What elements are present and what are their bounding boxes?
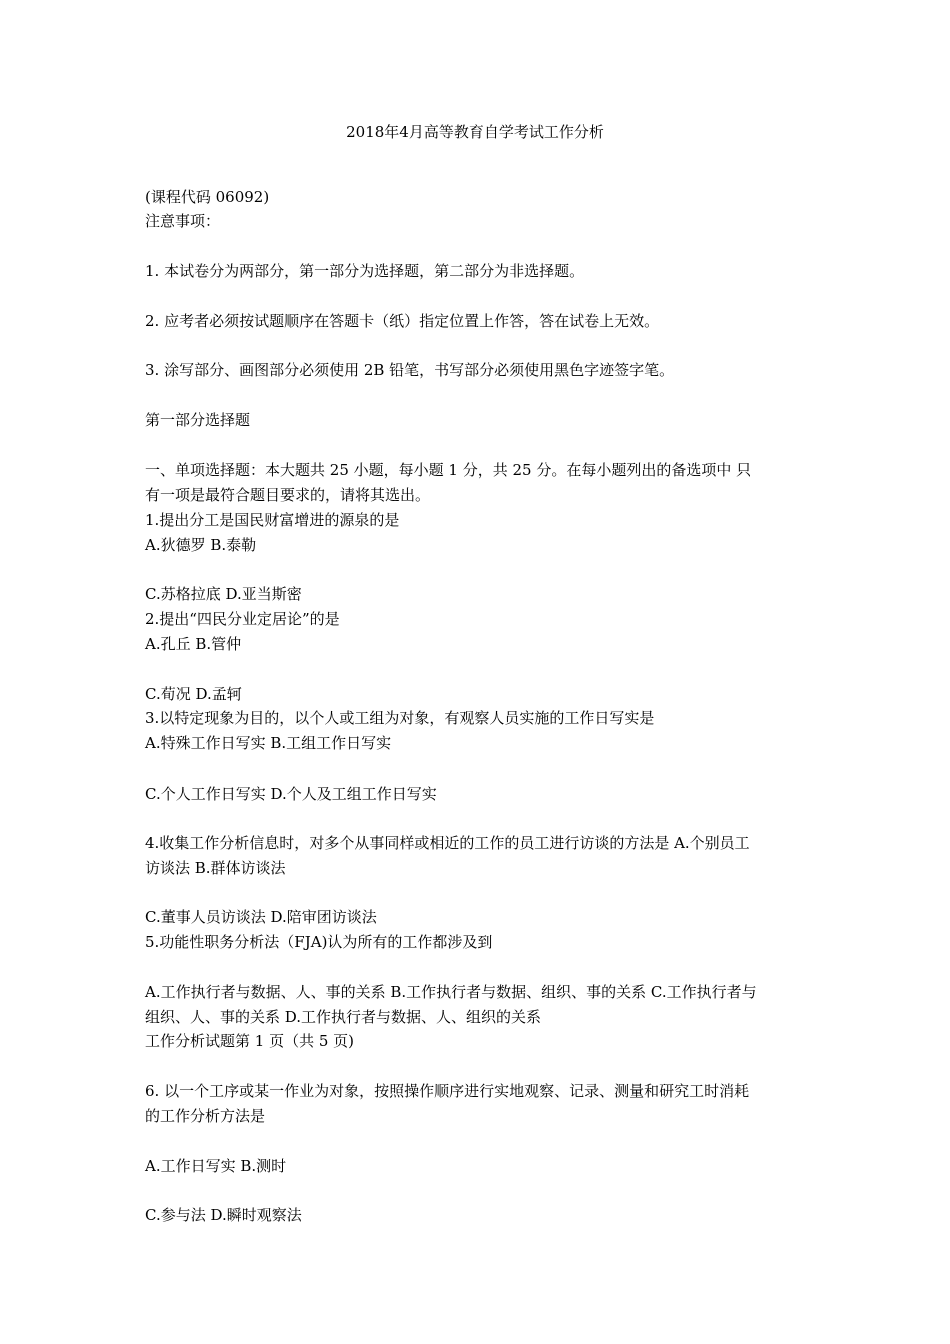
question-2-options-cd: C.荀况 D.孟轲 — [145, 685, 242, 703]
notice-item-2: 2. 应考者必须按试题顺序在答题卡（纸）指定位置上作答，答在试卷上无效。 — [145, 312, 660, 330]
notice-item-3: 3. 涂写部分、画图部分必须使用 2B 铅笔，书写部分必须使用黑色字迹签字笔。 — [145, 361, 675, 379]
question-5: 5.功能性职务分析法（FJA)认为所有的工作都涉及到 — [145, 933, 493, 951]
question-6-options-ab: A.工作日写实 B.测时 — [145, 1157, 287, 1175]
question-5-options-cont: 组织、人、事的关系 D.工作执行者与数据、人、组织的关系 — [145, 1008, 542, 1026]
course-code: (课程代码 06092) — [145, 188, 270, 206]
notice-item-1: 1. 本试卷分为两部分，第一部分为选择题，第二部分为非选择题。 — [145, 262, 585, 280]
question-1: 1.提出分工是国民财富增进的源泉的是 — [145, 511, 400, 529]
question-1-options-ab: A.狄德罗 B.泰勒 — [145, 536, 257, 554]
question-3-options-ab: A.特殊工作日写实 B.工组工作日写实 — [145, 734, 392, 752]
question-6-options-cd: C.参与法 D.瞬时观察法 — [145, 1206, 302, 1224]
section-instructions: 一、单项选择题：本大题共 25 小题，每小题 1 分，共 25 分。在每小题列出的备选项中 只 — [145, 461, 752, 479]
question-6-cont: 的工作分析方法是 — [145, 1107, 266, 1125]
page-title: 2018年4月高等教育自学考试工作分析 — [346, 123, 604, 141]
question-2: 2.提出“四民分业定居论”的是 — [145, 610, 340, 628]
question-4: 4.收集工作分析信息时，对多个从事同样或相近的工作的员工进行访谈的方法是 A.个别员工 — [145, 834, 750, 852]
question-4-options-cd: C.董事人员访谈法 D.陪审团访谈法 — [145, 908, 377, 926]
question-5-options: A.工作执行者与数据、人、事的关系 B.工作执行者与数据、组织、事的关系 C.工作执行者与 — [145, 983, 757, 1001]
question-6: 6. 以一个工序或某一作业为对象，按照操作顺序进行实地观察、记录、测量和研究工时消耗 — [145, 1082, 750, 1100]
question-3-options-cd: C.个人工作日写实 D.个人及工组工作日写实 — [145, 785, 437, 803]
notice-heading: 注意事项： — [145, 212, 221, 230]
page-footer: 工作分析试题第 1 页（共 5 页) — [145, 1032, 355, 1050]
question-3: 3.以特定现象为目的，以个人或工组为对象，有观察人员实施的工作日写实是 — [145, 709, 655, 727]
question-4-cont: 访谈法 B.群体访谈法 — [145, 859, 286, 877]
question-2-options-ab: A.孔丘 B.管仲 — [145, 635, 242, 653]
section-instructions-cont: 有一项是最符合题目要求的，请将其选出。 — [145, 486, 431, 504]
part-one-heading: 第一部分选择题 — [145, 411, 251, 429]
question-1-options-cd: C.苏格拉底 D.亚当斯密 — [145, 585, 302, 603]
